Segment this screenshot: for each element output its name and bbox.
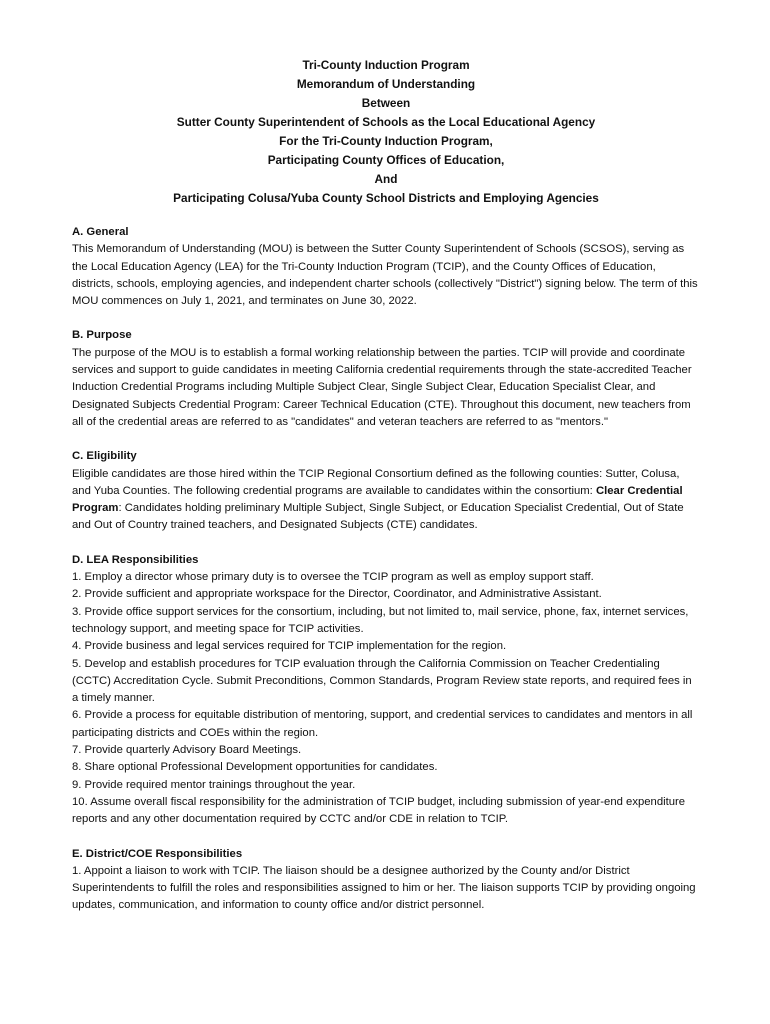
list-item: 4. Provide business and legal services required for TCIP implementation for the region.: [72, 640, 507, 653]
document-page: [72, 56, 700, 932]
list-item: 7. Provide quarterly Advisory Board Meetings.: [72, 744, 302, 757]
list-item: 2. Provide sufficient and appropriate workspace for the Director, Coordinator, and Administrative Assistant.: [72, 588, 602, 601]
list-item: 1. Employ a director whose primary duty is to oversee the TCIP program as well as employ support staff.: [72, 571, 594, 584]
title-line: Participating County Offices of Education,: [267, 153, 505, 167]
title-line: Sutter County Superintendent of Schools as the Local Educational Agency: [176, 115, 596, 129]
list-item: 6. Provide a process for equitable distribution of mentoring, support, and credential services to candidates and mentors in all participating districts and COEs within the region.: [72, 709, 693, 739]
section-body: The purpose of the MOU is to establish a formal working relationship between the parties. TCIP will provide and coordinate services and support to guide candidates in meeting California credential requirements through the state-accredited Teacher Induction Credential Programs including Multiple Subject Clear, Single Subject Clear, Education Specialist Clear, and Designated Subjects Credential Program: Career Technical Education (CTE). Throughout this document, new teachers from all of the credential areas are referred to as "candidates" and veteran teachers are referred to as "mentors.": [72, 346, 692, 428]
document-title: [72, 56, 700, 208]
section-heading: E. District/COE Responsibilities: [72, 847, 243, 860]
list-item: 9. Provide required mentor trainings throughout the year.: [72, 778, 356, 791]
responsibility-list: [72, 569, 700, 828]
title-line: For the Tri-County Induction Program,: [279, 134, 493, 148]
bold-term: Clear Credential Program: [72, 484, 683, 515]
section-heading: D. LEA Responsibilities: [72, 553, 199, 566]
section-lea-responsibilities: [72, 552, 700, 829]
list-item: 5. Develop and establish procedures for TCIP evaluation through the California Commission on Teacher Credentialing (CCTC) Accreditation Cycle. Submit Preconditions, Common Standards, Program Review state reports, and required fees in a timely manner.: [72, 657, 692, 705]
section-eligibility: [72, 448, 700, 534]
section-purpose: [72, 327, 700, 431]
section-heading: A. General: [72, 226, 129, 238]
title-line: Participating Colusa/Yuba County School Districts and Employing Agencies: [173, 191, 599, 205]
list-item: 1. Appoint a liaison to work with TCIP. The liaison should be a designee authorized by the County and/or District Superintendents to fulfill the roles and responsibilities assigned to him or her. The liaison supports TCIP by providing ongoing updates, communication, and information to county office and/or district personnel.: [72, 864, 696, 912]
title-line: And: [374, 172, 398, 186]
list-item: 10. Assume overall fiscal responsibility for the administration of TCIP budget, including submission of year-end expenditure reports and any other documentation required by CCTC and/or CDE in relation to TCIP.: [72, 795, 686, 826]
list-item: 3. Provide office support services for the consortium, including, but not limited to, mail service, phone, fax, internet services, technology support, and meeting space for TCIP activities.: [72, 605, 689, 635]
section-district-responsibilities: [72, 846, 700, 915]
section-body: [72, 466, 700, 535]
section-heading: C. Eligibility: [72, 450, 137, 463]
section-general: [72, 224, 700, 310]
list-item: 8. Share optional Professional Development opportunities for candidates.: [72, 761, 438, 774]
body-text: : Candidates holding preliminary Multiple Subject, Single Subject, or Education Specialist Credential, Out of State and Out of Country trained teachers, and Designated Subjects (CTE) candidates.: [72, 502, 684, 532]
responsibility-list: [72, 863, 700, 915]
body-text: Eligible candidates are those hired within the TCIP Regional Consortium defined as the following counties: Sutter, Colusa, and Yuba Counties. The following credential programs are available to candidates within the consortium:: [72, 467, 680, 497]
section-heading: B. Purpose: [72, 329, 132, 342]
title-line: Memorandum of Understanding: [296, 77, 476, 91]
title-line: Tri-County Induction Program: [302, 58, 470, 72]
title-line: Between: [361, 96, 411, 110]
section-body: This Memorandum of Understanding (MOU) is between the Sutter County Superintendent of Schools (SCSOS), serving as the Local Education Agency (LEA) for the Tri-County Induction Program (TCIP), and the County Offices of Education, districts, schools, employing agencies, and independent charter schools (collectively "District") signing below. The term of this MOU commences on July 1, 2021, and terminates on June 30, 2022.: [72, 243, 698, 308]
